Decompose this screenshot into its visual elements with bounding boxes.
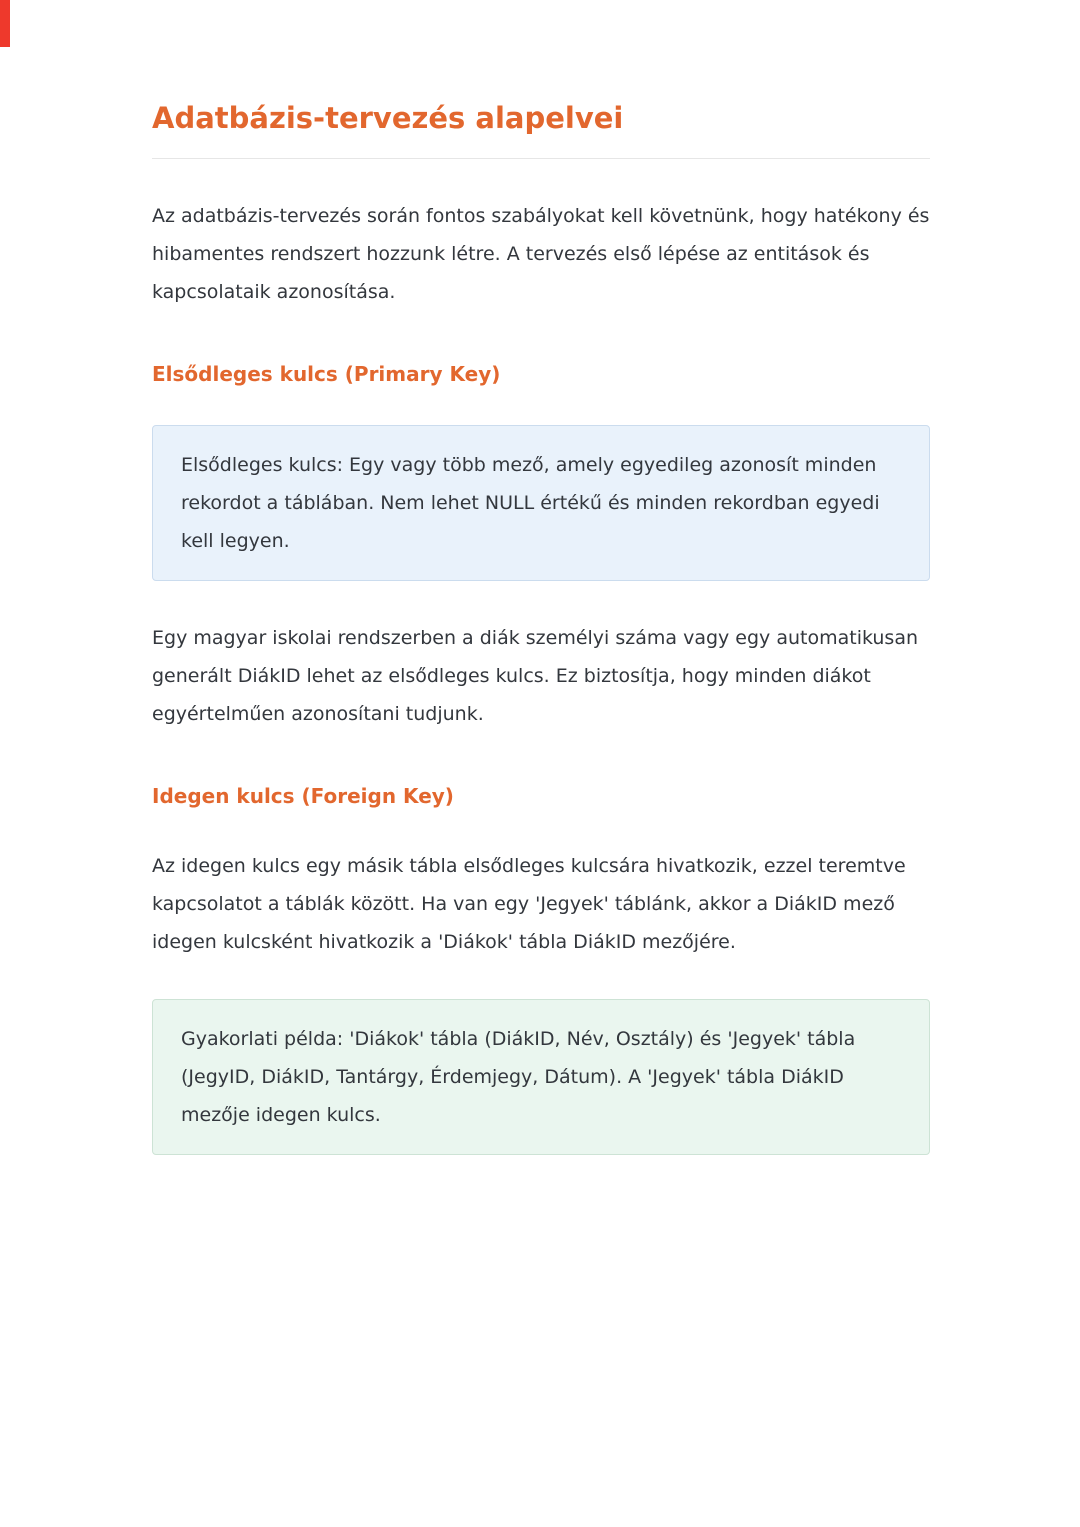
intro-paragraph: Az adatbázis-tervezés során fontos szabályokat kell követnünk, hogy hatékony és hibamentes rendszert hozzunk létre. A tervezés első lépése az entitások és kapcsolataik azonosítása. bbox=[152, 205, 930, 304]
title-divider bbox=[152, 158, 930, 159]
foreign-key-description-paragraph: Az idegen kulcs egy másik tábla elsődleges kulcsára hivatkozik, ezzel teremtve kapcsolatot a táblák között. Ha van egy 'Jegyek' táblánk, akkor a DiákID mező idegen kulcsként hivatkozik a 'Diákok' tábla DiákID mezőjére. bbox=[152, 855, 906, 954]
primary-key-example-paragraph: Egy magyar iskolai rendszerben a diák személyi száma vagy egy automatikusan generált DiákID lehet az elsődleges kulcs. Ez biztosítja, hogy minden diákot egyértelműen azonosítani tudjunk. bbox=[152, 627, 919, 726]
scroll-position-marker bbox=[0, 0, 10, 47]
section-heading-foreign-key: Idegen kulcs (Foreign Key) bbox=[152, 784, 454, 809]
article bbox=[152, 0, 930, 1155]
definition-box-primary-key bbox=[152, 425, 930, 581]
section-heading-primary-key: Elsődleges kulcs (Primary Key) bbox=[152, 362, 501, 387]
primary-key-definition-text: Elsődleges kulcs: Egy vagy több mező, amely egyedileg azonosít minden rekordot a táblában. Nem lehet NULL értékű és minden rekordban egyedi kell legyen. bbox=[181, 454, 880, 553]
practical-example-text: Gyakorlati példa: 'Diákok' tábla (DiákID, Név, Osztály) és 'Jegyek' tábla (JegyID, DiákID, Tantárgy, Érdemjegy, Dátum). A 'Jegyek' tábla DiákID mezője idegen kulcs. bbox=[181, 1028, 856, 1127]
practical-example-box bbox=[152, 999, 930, 1155]
page-title: Adatbázis-tervezés alapelvei bbox=[152, 101, 624, 135]
